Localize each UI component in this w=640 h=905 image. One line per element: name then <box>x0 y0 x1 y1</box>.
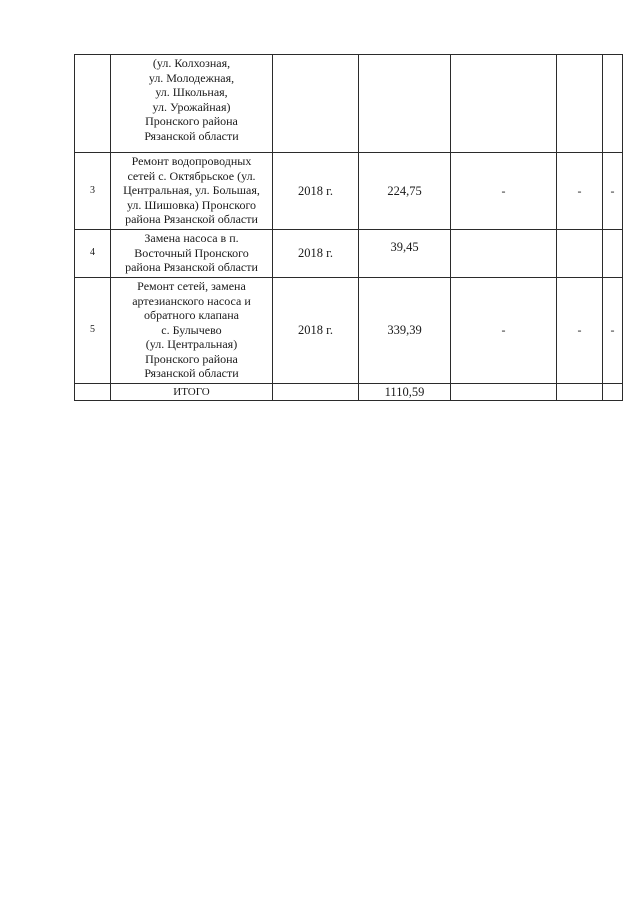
empty-cell <box>603 55 623 153</box>
empty-cell <box>557 55 603 153</box>
dash-cell: - <box>451 278 557 384</box>
empty-cell <box>451 230 557 278</box>
work-year: 2018 г. <box>273 230 359 278</box>
work-amount: 39,45 <box>359 230 451 278</box>
row-number: 3 <box>75 153 111 230</box>
work-description: (ул. Колхозная, ул. Молодежная, ул. Школьная, ул. Урожайная) Пронского района Рязанской области <box>111 55 273 153</box>
row-number: 4 <box>75 230 111 278</box>
work-year <box>273 55 359 153</box>
dash-cell: - <box>603 153 623 230</box>
empty-cell <box>273 384 359 401</box>
row-number: 5 <box>75 278 111 384</box>
total-amount: 1110,59 <box>359 384 451 401</box>
work-amount: 224,75 <box>359 153 451 230</box>
work-year: 2018 г. <box>273 278 359 384</box>
work-year: 2018 г. <box>273 153 359 230</box>
empty-cell <box>603 384 623 401</box>
work-description: Замена насоса в п. Восточный Пронского района Рязанской области <box>111 230 273 278</box>
work-description: Ремонт сетей, замена артезианского насоса и обратного клапана с. Булычево (ул. Центральная) Пронского района Рязанской области <box>111 278 273 384</box>
dash-cell: - <box>451 153 557 230</box>
empty-cell <box>557 384 603 401</box>
empty-cell <box>75 384 111 401</box>
dash-cell: - <box>603 278 623 384</box>
table-row <box>75 230 623 278</box>
dash-cell: - <box>557 153 603 230</box>
total-label: ИТОГО <box>111 384 273 401</box>
empty-cell <box>451 55 557 153</box>
work-description: Ремонт водопроводных сетей с. Октябрьское (ул. Центральная, ул. Большая, ул. Шишовка) Пронского района Рязанской области <box>111 153 273 230</box>
table-row <box>75 55 623 153</box>
table-row <box>75 278 623 384</box>
work-amount: 339,39 <box>359 278 451 384</box>
empty-cell <box>557 230 603 278</box>
empty-cell <box>603 230 623 278</box>
dash-cell: - <box>557 278 603 384</box>
works-table <box>74 54 623 401</box>
empty-cell <box>451 384 557 401</box>
table-row <box>75 153 623 230</box>
row-number <box>75 55 111 153</box>
total-row <box>75 384 623 401</box>
work-amount <box>359 55 451 153</box>
